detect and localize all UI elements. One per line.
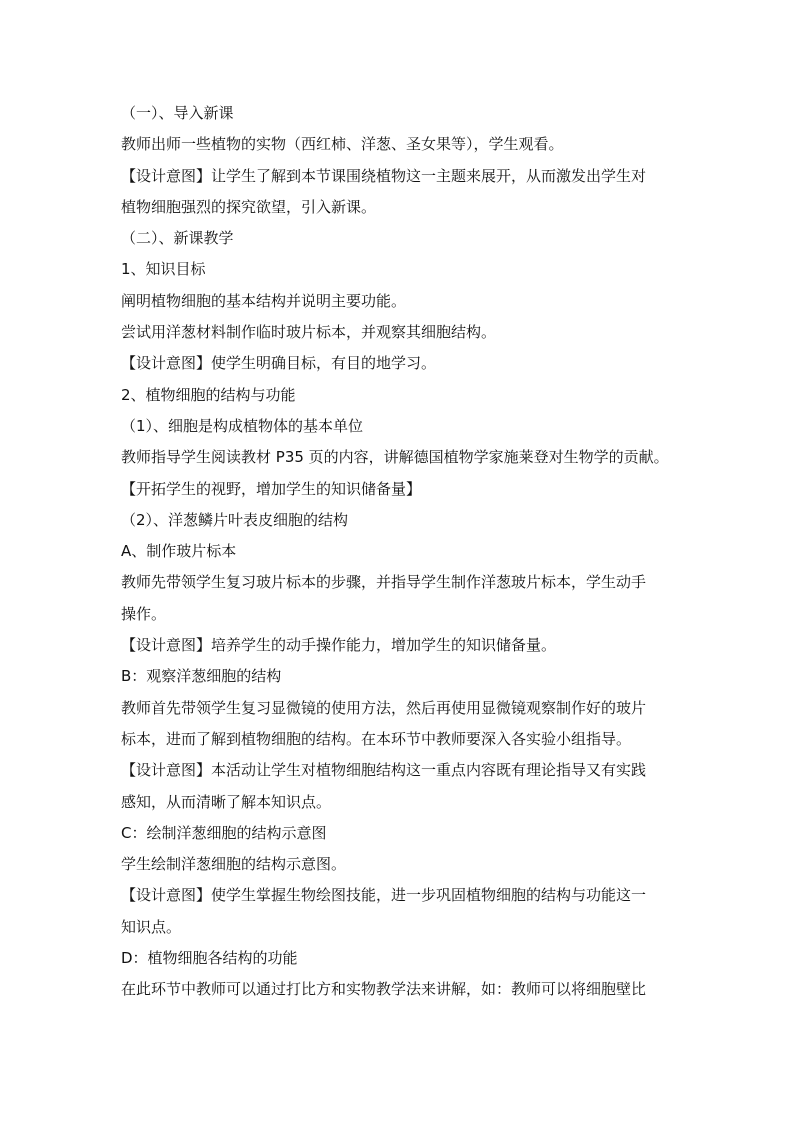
paragraph-line: 在此环节中教师可以通过打比方和实物教学法来讲解，如：教师可以将细胞壁比 xyxy=(121,980,647,999)
subheading-draw-onion: C：绘制洋葱细胞的结构示意图 xyxy=(121,823,327,842)
paragraph-line: 教师先带领学生复习玻片标本的步骤，并指导学生制作洋葱玻片标本，学生动手 xyxy=(121,573,647,592)
design-intent-line: 【设计意图】培养学生的动手操作能力，增加学生的知识储备量。 xyxy=(121,636,557,655)
design-intent-line: 【设计意图】使学生明确目标，有目的地学习。 xyxy=(121,354,437,373)
document-body xyxy=(121,98,681,1006)
section-heading-intro: （一）、导入新课 xyxy=(121,104,234,122)
subheading-knowledge-goals: 1、知识目标 xyxy=(121,260,206,279)
paragraph-line: 教师出师一些植物的实物（西红柿、洋葱、圣女果等），学生观看。 xyxy=(121,135,564,154)
subheading-cell-functions: D：植物细胞各结构的功能 xyxy=(121,949,298,968)
paragraph-line: 学生绘制洋葱细胞的结构示意图。 xyxy=(121,855,347,874)
subheading-basic-unit: （1）、细胞是构成植物体的基本单位 xyxy=(121,416,364,435)
design-intent-line: 【设计意图】让学生了解到本节课围绕植物这一主题来展开，从而激发出学生对 xyxy=(121,166,647,185)
paragraph-line: 知识点。 xyxy=(121,917,182,936)
paragraph-line: 教师首先带领学生复习显微镜的使用方法，然后再使用显微镜观察制作好的玻片 xyxy=(121,698,647,717)
paragraph-line: 感知，从而清晰了解本知识点。 xyxy=(121,792,332,811)
paragraph-line: 教师指导学生阅读教材 P35 页的内容，讲解德国植物学家施莱登对生物学的贡献。 xyxy=(121,448,669,467)
paragraph-line: 阐明植物细胞的基本结构并说明主要功能。 xyxy=(121,291,407,310)
paragraph-line: 标本，进而了解到植物细胞的结构。在本环节中教师要深入各实验小组指导。 xyxy=(121,729,632,748)
paragraph-line: 尝试用洋葱材料制作临时玻片标本，并观察其细胞结构。 xyxy=(121,323,497,342)
design-intent-line: 【设计意图】使学生掌握生物绘图技能，进一步巩固植物细胞的结构与功能这一 xyxy=(121,886,647,905)
subheading-observe-onion: B：观察洋葱细胞的结构 xyxy=(121,667,282,686)
subheading-onion-structure: （2）、洋葱鳞片叶表皮细胞的结构 xyxy=(121,510,349,529)
subheading-make-slide: A、制作玻片标本 xyxy=(121,542,237,561)
paragraph-line: 植物细胞强烈的探究欲望，引入新课。 xyxy=(121,197,377,216)
design-intent-line: 【开拓学生的视野，增加学生的知识储备量】 xyxy=(121,479,422,498)
design-intent-line: 【设计意图】本活动让学生对植物细胞结构这一重点内容既有理论指导又有实践 xyxy=(121,761,647,780)
section-heading-new-lesson: （二）、新课教学 xyxy=(121,229,234,248)
paragraph-line: 操作。 xyxy=(121,604,167,623)
subheading-structure-function: 2、植物细胞的结构与功能 xyxy=(121,385,296,404)
